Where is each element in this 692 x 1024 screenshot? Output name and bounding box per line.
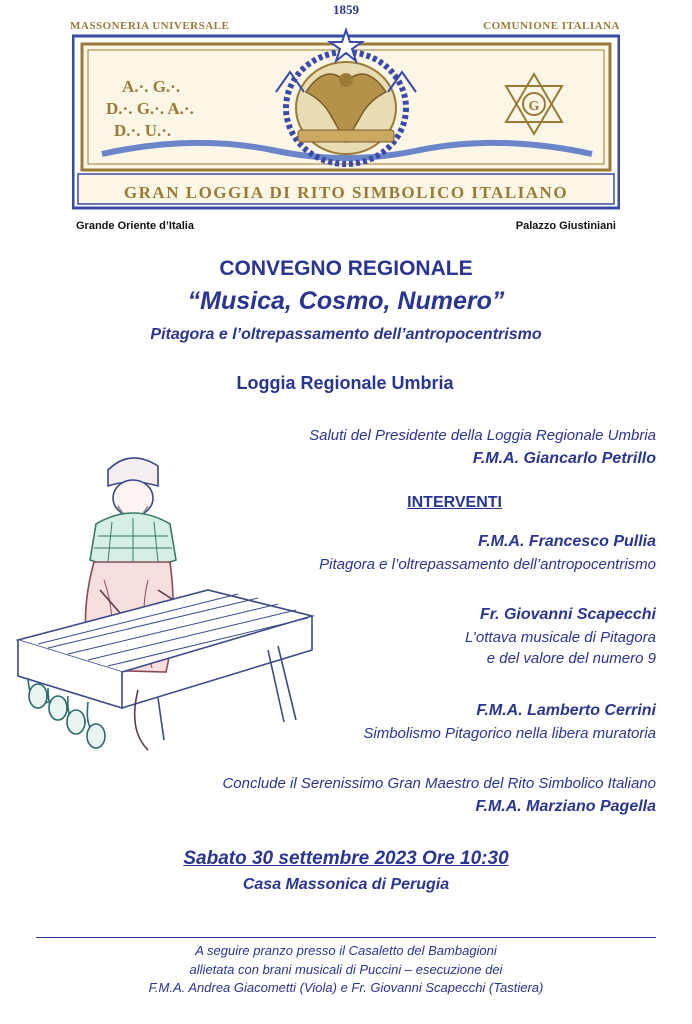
svg-text:G: G — [528, 99, 540, 114]
event-date: Sabato 30 settembre 2023 Ore 10:30 — [183, 848, 509, 869]
footer-line: F.M.A. Andrea Giacometti (Viola) e Fr. Giovanni Scapecchi (Tastiera) — [148, 980, 544, 995]
event-heading: CONVEGNO REGIONALE — [219, 257, 473, 280]
initials-line: A.·. G.·. — [122, 77, 181, 96]
banner-band-title: GRAN LOGGIA DI RITO SIMBOLICO ITALIANO — [123, 183, 569, 202]
event-subtitle: Pitagora e l’oltrepassamento dell’antropocentrismo — [150, 326, 542, 343]
initials-line: D.·. G.·. A.·. — [106, 99, 194, 118]
banner-top-left: MASSONERIA UNIVERSALE — [70, 20, 230, 32]
speaker-name: F.M.A. Francesco Pullia — [478, 533, 656, 550]
closing-speaker: F.M.A. Marziano Pagella — [475, 798, 656, 815]
speaker-topic: e del valore del numero 9 — [486, 650, 656, 667]
initials-line: D.·. U.·. — [114, 121, 172, 140]
footer-line: A seguire pranzo presso il Casaletto del Bambagioni — [195, 943, 497, 958]
speaker-name: Fr. Giovanni Scapecchi — [479, 606, 656, 623]
year: 1859 — [333, 2, 359, 17]
speaker-topic: Simbolismo Pitagorico nella libera muratoria — [363, 725, 656, 742]
org-left: Grande Oriente d’Italia — [76, 220, 194, 232]
speaker-name: F.M.A. Lamberto Cerrini — [476, 702, 656, 719]
host-lodge: Loggia Regionale Umbria — [236, 373, 454, 393]
speaker-topic: L’ottava musicale di Pitagora — [465, 629, 656, 646]
greeting-speaker: F.M.A. Giancarlo Petrillo — [472, 450, 656, 467]
event-title: “Musica, Cosmo, Numero” — [187, 287, 505, 315]
pythagoras-illustration — [8, 440, 328, 800]
footer-divider — [36, 937, 656, 938]
interventi-heading: INTERVENTI — [407, 494, 502, 511]
greeting-text: Saluti del Presidente della Loggia Regionale Umbria — [309, 427, 656, 444]
speaker-topic: Pitagora e l’oltrepassamento dell’antropocentrismo — [319, 556, 656, 573]
banner-initials — [106, 76, 194, 142]
footer-line: allietata con brani musicali di Puccini – esecuzione dei — [189, 962, 503, 977]
banner-top-right: COMUNIONE ITALIANA — [483, 20, 620, 32]
org-right: Palazzo Giustiniani — [515, 220, 616, 232]
event-venue: Casa Massonica di Perugia — [242, 876, 450, 893]
closing-text: Conclude il Serenissimo Gran Maestro del Rito Simbolico Italiano — [222, 775, 656, 792]
